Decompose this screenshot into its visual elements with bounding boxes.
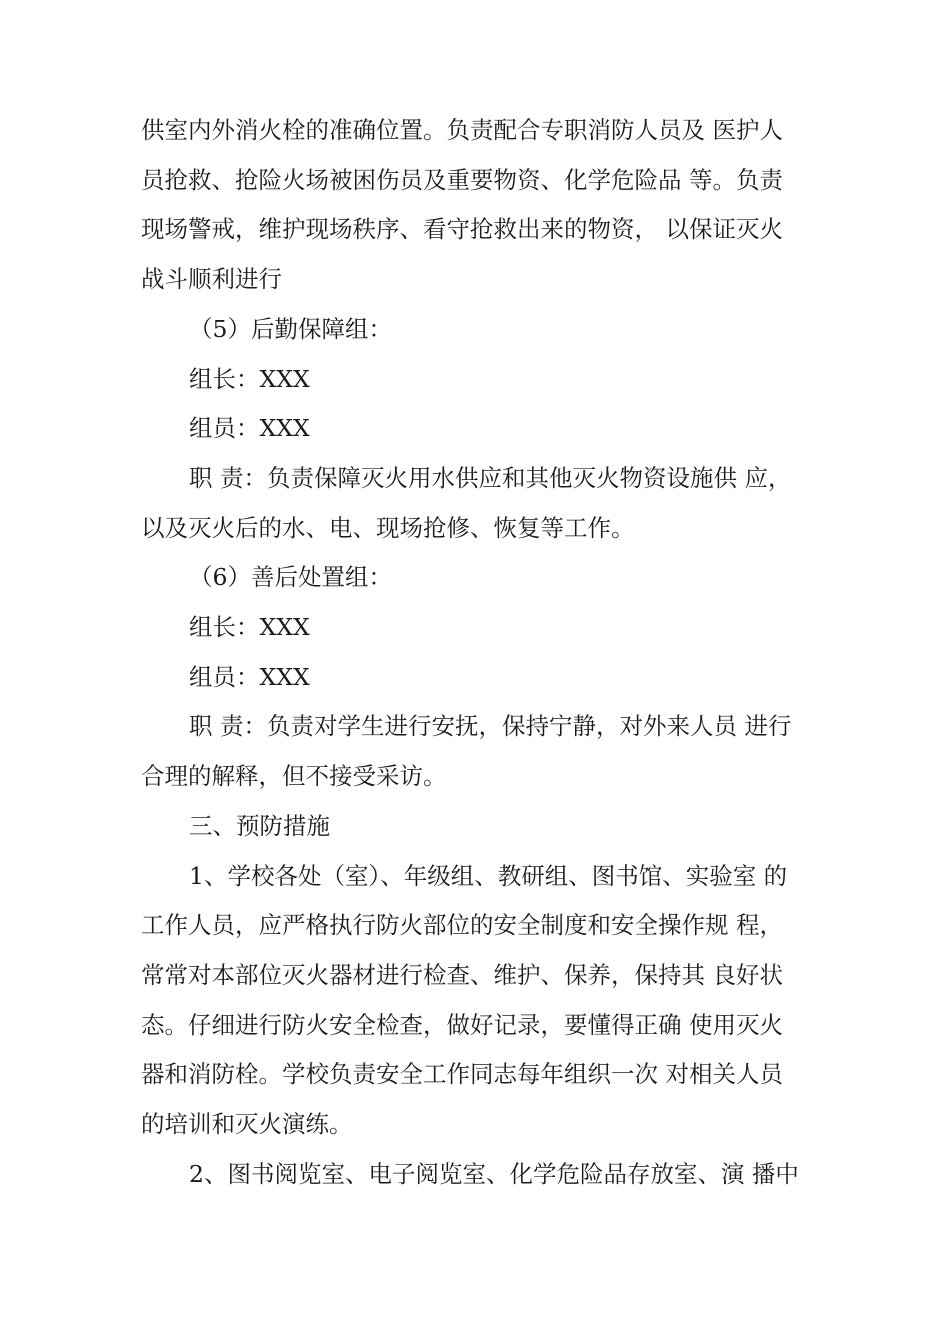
numbered-item-2: 2、图书阅览室、电子阅览室、化学危险品存放室、演 播中	[189, 1159, 799, 1188]
text-line: 战斗顺利进行	[141, 265, 282, 294]
section-heading-logistics: （5）后勤保障组：	[189, 314, 392, 343]
text-line: 器和消防栓。学校负责安全工作同志每年组织一次 对相关人员	[141, 1060, 783, 1089]
section-heading-prevention: 三、预防措施	[189, 811, 330, 840]
text-line: 员抢救、抢险火场被困伤员及重要物资、化学危险品 等。负责	[141, 165, 783, 194]
duty-text: 职 责：负责对学生进行安抚，保持宁静，对外来人员 进行	[189, 712, 792, 741]
group-leader: 组长：XXX	[189, 364, 310, 393]
duty-text: 职 责：负责保障灭火用水供应和其他灭火物资设施供 应，	[189, 463, 792, 492]
text-line: 现场警戒，维护现场秩序、看守抢救出来的物资， 以保证灭火	[141, 215, 783, 244]
text-line: 以及灭火后的水、电、现场抢修、恢复等工作。	[141, 513, 635, 542]
group-member: 组员：XXX	[189, 662, 310, 691]
text-line: 工作人员，应严格执行防火部位的安全制度和安全操作规 程，	[141, 911, 783, 940]
group-leader: 组长：XXX	[189, 613, 310, 642]
numbered-item-1: 1、学校各处（室）、年级组、教研组、图书馆、实验室 的	[189, 861, 788, 890]
text-line: 的培训和灭火演练。	[141, 1110, 353, 1139]
text-line: 常常对本部位灭火器材进行检查、维护、保养，保持其 良好状	[141, 960, 783, 989]
group-member: 组员：XXX	[189, 414, 310, 443]
text-line: 供室内外消火栓的准确位置。负责配合专职消防人员及 医护人	[141, 116, 783, 144]
text-line: 合理的解释，但不接受采访。	[141, 762, 447, 791]
document-page	[141, 106, 833, 1199]
section-heading-aftermath: （6）善后处置组：	[189, 563, 392, 592]
text-line: 态。仔细进行防火安全检查，做好记录，要懂得正确 使用灭火	[141, 1010, 783, 1039]
